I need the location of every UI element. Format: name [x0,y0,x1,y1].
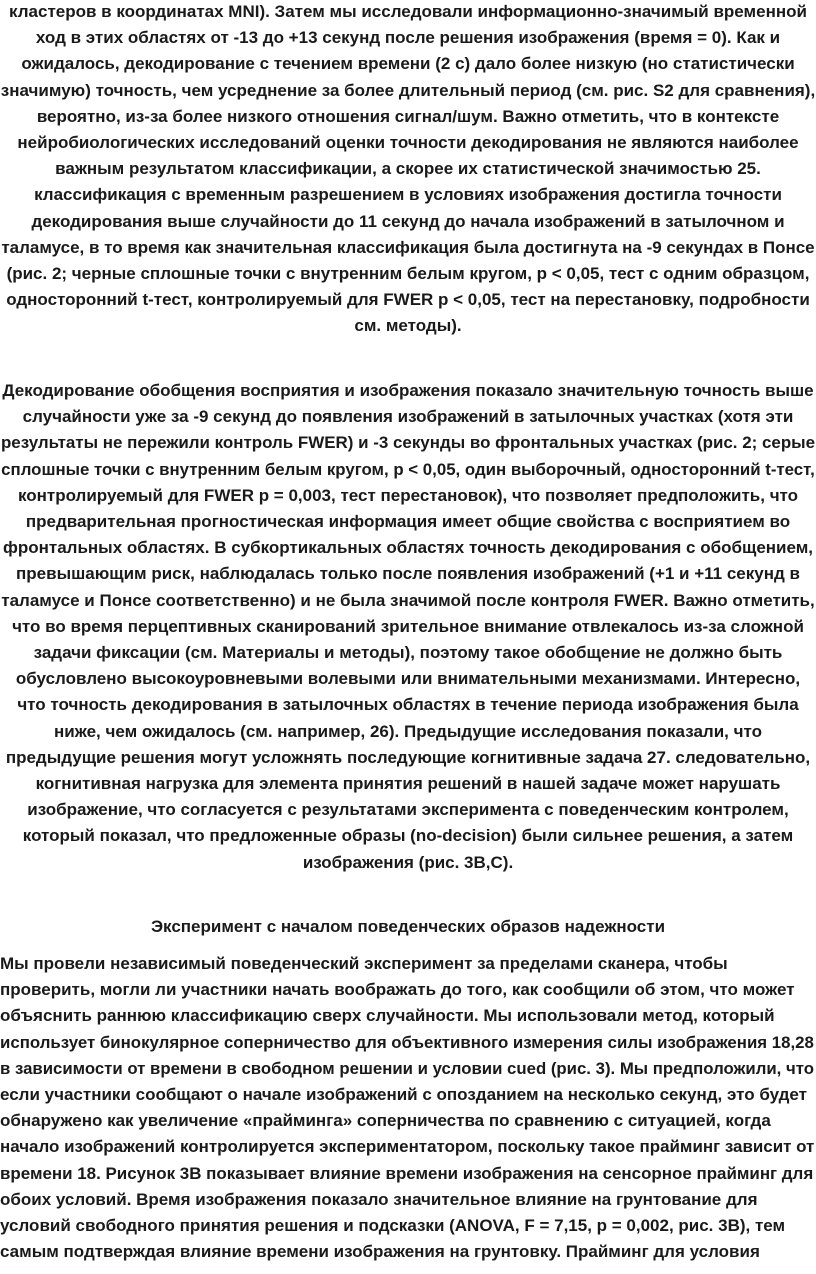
text-line: проверить, могли ли участники начать воображать до того, как сообщили об этом, что может [0,980,795,1000]
section-heading-text: Эксперимент с началом поведенческих образов надежности [150,917,666,936]
text-line: условий свободного принятия решения и подсказки (ANOVA, F = 7,15, p = 0,002, рис. 3B), тем [0,1216,786,1236]
text-line: ожидалось, декодирование с течением времени (2 с) дало более низкую (но статистически [21,54,795,74]
text-line: изображения (рис. 3B,C). [302,852,514,872]
text-line: фронтальных областях. В субкортикальных областях точность декодирования с обобщением, [2,538,814,558]
text-line: значимую) точность, чем усреднение за более длительный период (см. рис. S2 для сравнения), [0,80,816,100]
text-line: если участники сообщают о начале изображений с опозданием на несколько секунд, это будет [0,1085,807,1105]
text-line: ход в этих областях от -13 до +13 секунд после решения изображения (время = 0). Как и [35,28,781,48]
text-line: что во время перцептивных сканирований зрительное внимание отвлекалось из-за сложной [12,616,804,636]
text-line: обнаружено как увеличение «прайминга» соперничества по сравнению с ситуацией, когда [0,1111,771,1131]
text-line: времени 18. Рисунок 3B показывает влияние времени изображения на сенсорное прайминг для [0,1163,814,1183]
text-line: изображение, что согласуется с результатами эксперимента с поведенческим контролем, [27,800,789,820]
text-line: Декодирование обобщения восприятия и изображения показало значительную точность выше [2,381,814,400]
text-line: важным результатом классификации, а скорее их статистической значимостью 25. [55,159,761,179]
text-line: объяснить раннюю классификацию сверх случайности. Мы использовали метод, который [0,1006,775,1026]
text-line: таламусе и Понсе соответственно) и не была значимой после контроля FWER. Важно отметить, [1,590,815,610]
text-line: случайности уже за -9 секунд до появления изображений в затылочных участках (хотя эти [22,407,794,427]
text-line: который показал, что предложенные образы (no-decision) были сильнее решения, а затем [22,826,794,846]
text-line: классификация с временным разрешением в условиях изображения достигла точности [34,185,782,205]
text-line: самым подтверждая влияние времени изображения на грунтовку. Прайминг для условия [0,1242,760,1262]
text-line: контролируемый для FWER p = 0,003, тест перестановок), что позволяет предположить, что [17,485,799,505]
paragraph-generalization-decoding [0,378,816,876]
text-line: задачи фиксации (см. Материалы и методы), поэтому такое обобщение не должно быть [33,643,783,663]
text-line: предыдущие решения могут усложнять последующие когнитивные задача 27. следовательно, [5,747,811,767]
text-line: обусловлено высокоуровневыми волевыми или внимательными механизмами. Интересно, [15,669,801,689]
text-line: в зависимости от времени в свободном решении и условии cued (рис. 3). Мы предположили, что [0,1058,814,1078]
text-line: использует бинокулярное соперничество для объективного измерения силы изображения 18,28 [0,1032,814,1052]
text-line: превышающим риск, наблюдалась только после появления изображений (+1 и +11 секунд в [16,564,800,584]
text-line: сплошные точки с внутренним белым кругом, p < 0,05, один выборочный, односторонний t-тест, [1,459,815,479]
text-line: начало изображений контролируется экспериментатором, поскольку такое прайминг зависит от [0,1137,815,1157]
section-heading [0,914,816,940]
text-line: когнитивная нагрузка для элемента принятия решений в нашей задаче может нарушать [35,774,781,794]
text-line: результаты не пережили контроль FWER) и -3 секунды во фронтальных участках (рис. 2; серые [0,433,816,453]
text-line: кластеров в координатах MNI). Затем мы исследовали информационно-значимый временной [9,2,807,21]
text-line: нейробиологических исследований оценки точности декодирования не являются наиболее [17,133,799,153]
text-line: (рис. 2; черные сплошные точки с внутренним белым кругом, p < 0,05, тест с одним образцом, [6,264,810,284]
paragraph-decoding-results [0,0,816,340]
text-line: предварительная прогностическая информация имеет общие свойства с восприятием во [25,512,791,532]
text-line: что точность декодирования в затылочных областях в течение периода изображения была [17,695,799,715]
text-line: ниже, чем ожидалось (см. например, 26). Предыдущие исследования показали, что [54,721,762,741]
text-line: декодирования выше случайности до 11 секунд до начала изображений в затылочном и [31,211,785,231]
text-line: см. методы). [354,316,462,336]
text-line: вероятно, из-за более низкого отношения сигнал/шум. Важно отметить, что в контексте [36,106,780,126]
text-line: Мы провели независимый поведенческий эксперимент за пределами сканера, чтобы [0,954,728,973]
text-line: односторонний t-тест, контролируемый для FWER p < 0,05, тест на перестановку, подробности [6,290,810,310]
text-line: таламусе, в то время как значительная классификация была достигнута на -9 секундах в Понсе [1,237,815,257]
paragraph-behavioral-experiment [0,951,816,1265]
text-line: обоих условий. Время изображения показало значительное влияние на грунтование для [0,1189,758,1209]
